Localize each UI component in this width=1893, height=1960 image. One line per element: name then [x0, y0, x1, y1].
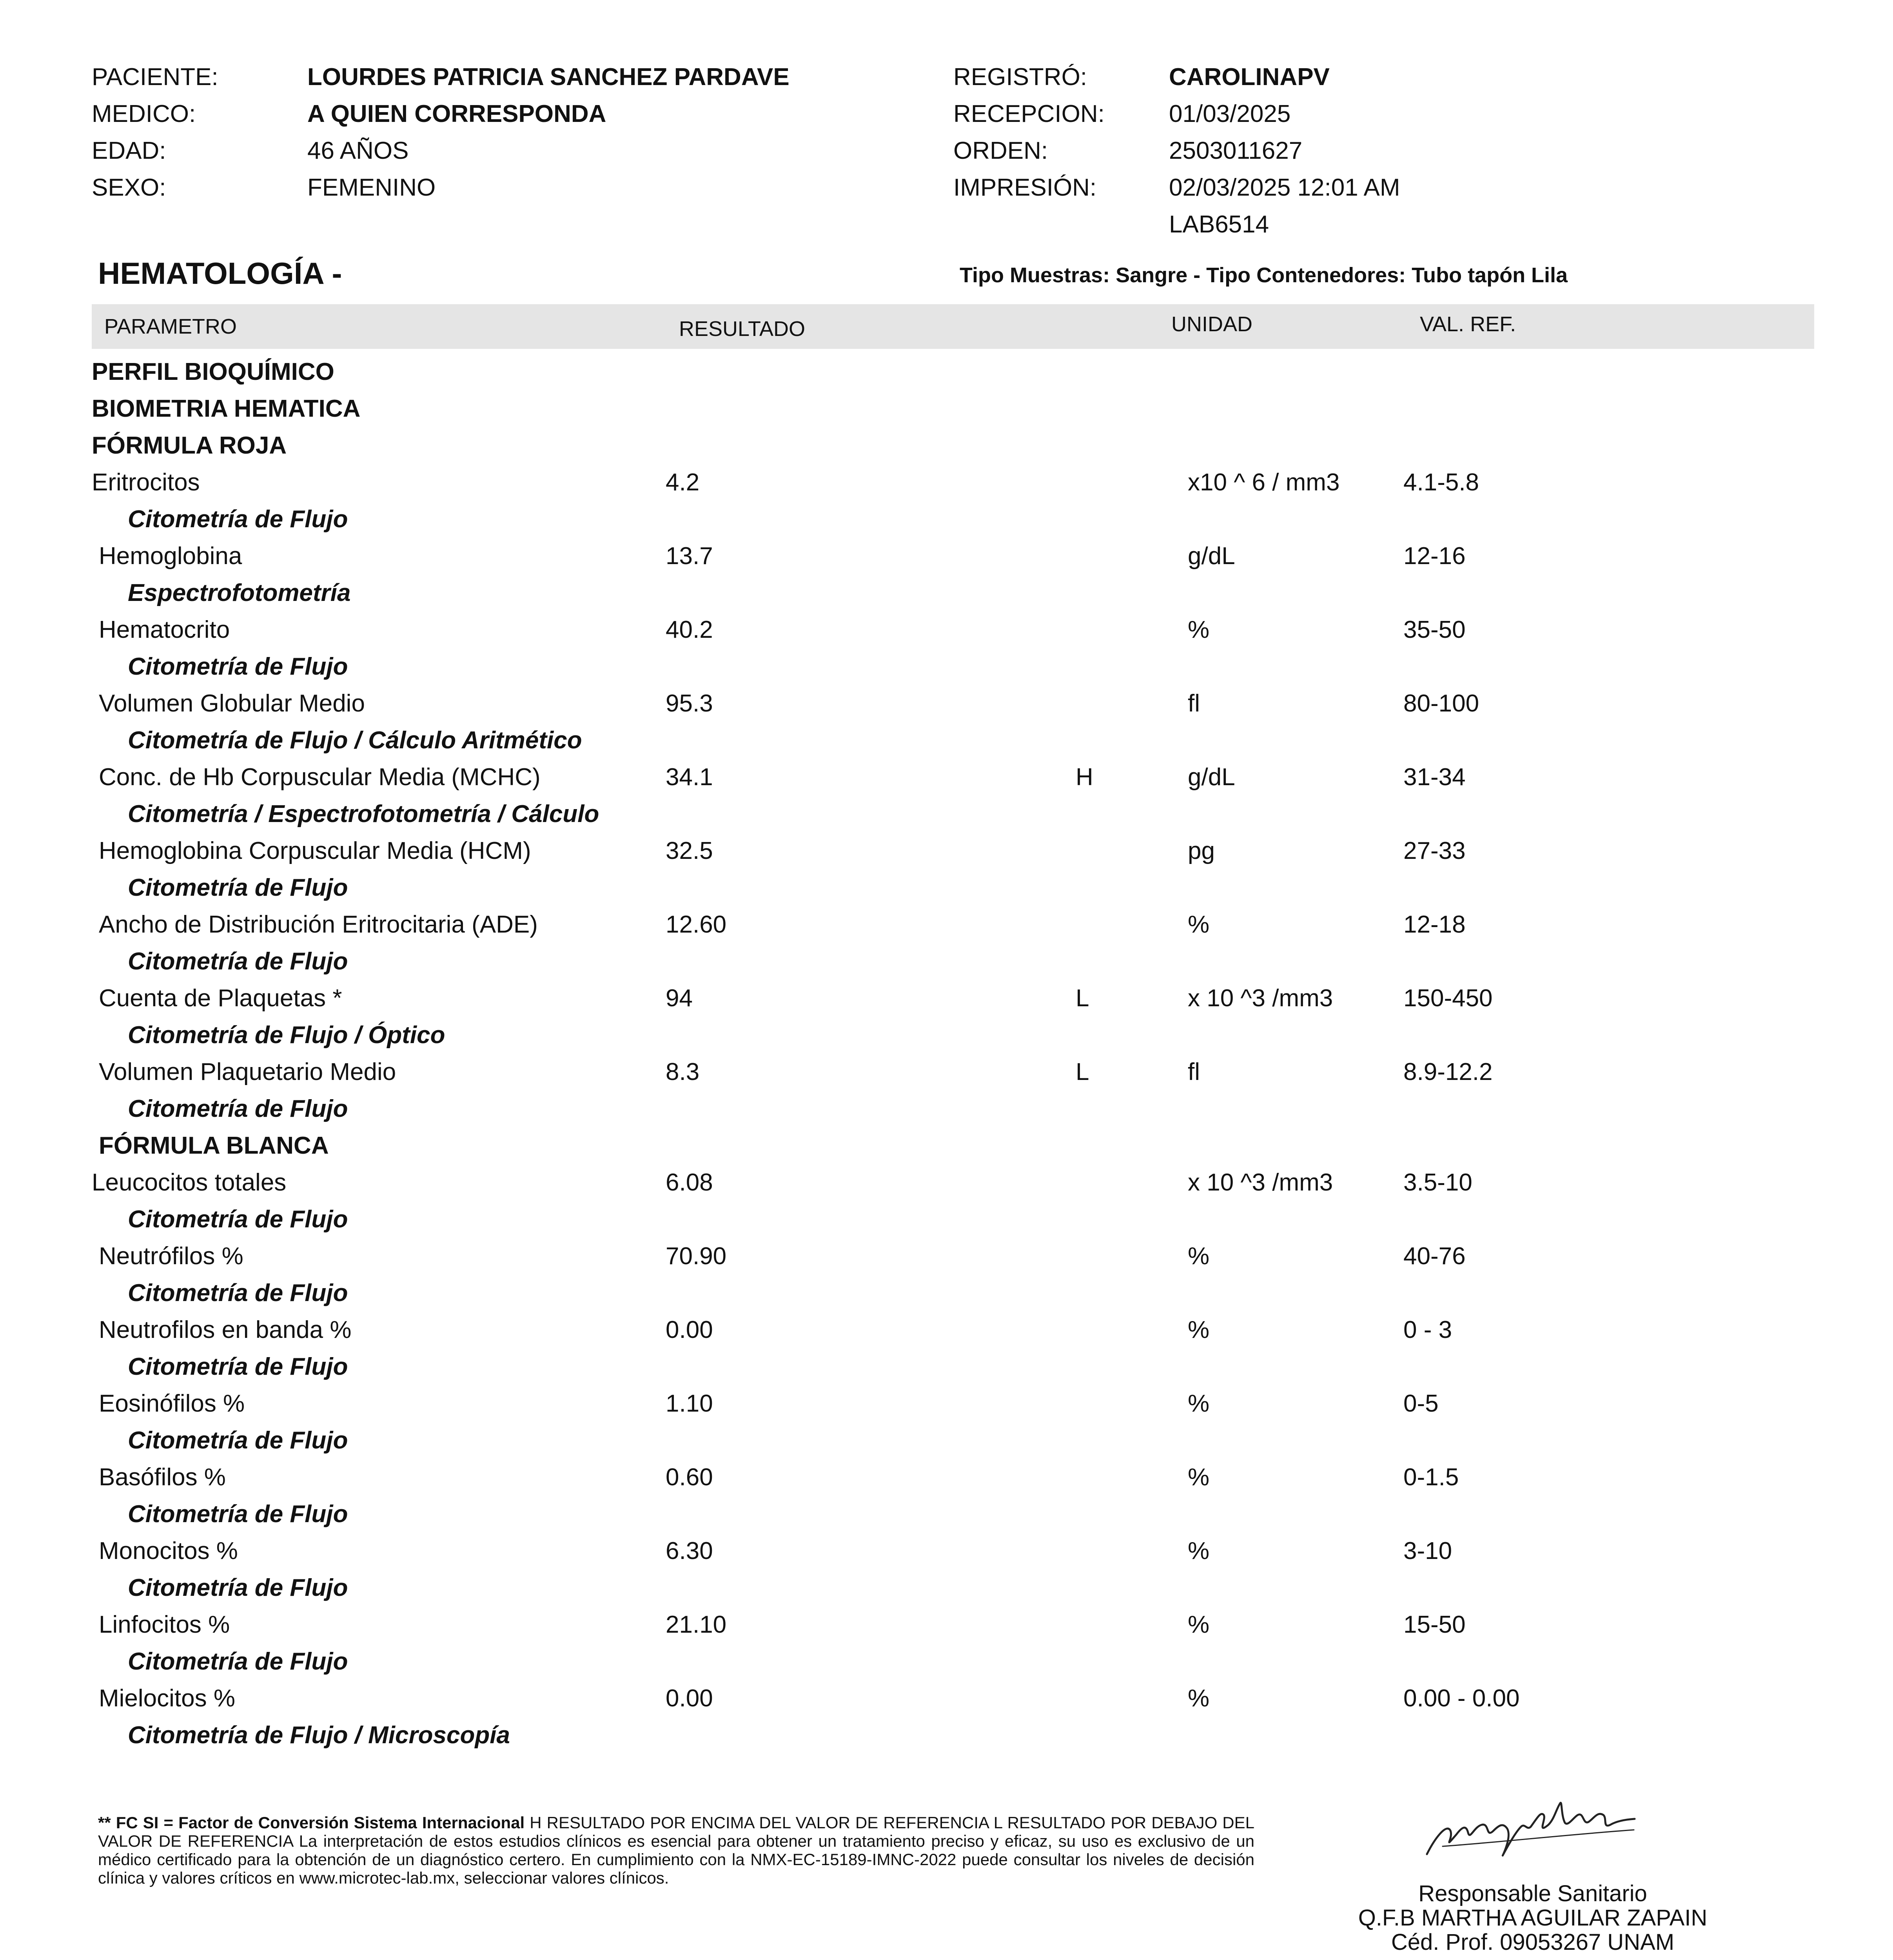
method-label: Citometría de Flujo / Cálculo Aritmético: [128, 727, 582, 754]
method-row: [0, 648, 1893, 685]
reference-range: 0-5: [1403, 1390, 1439, 1417]
method-row: [0, 1201, 1893, 1238]
method-label: Citometría de Flujo: [128, 1353, 348, 1380]
print-datetime: 02/03/2025 12:01 AM: [1169, 174, 1400, 201]
method-row: [0, 1717, 1893, 1754]
method-row: [0, 796, 1893, 833]
method-label: Citometría de Flujo: [128, 948, 348, 975]
reference-range: 4.1-5.8: [1403, 469, 1479, 496]
reference-range: 0.00 - 0.00: [1403, 1685, 1520, 1712]
result-value: 6.30: [666, 1537, 713, 1564]
method-label: Citometría de Flujo: [128, 1574, 348, 1601]
unit-value: fl: [1188, 690, 1200, 717]
footer-note: [98, 1813, 1254, 1887]
sample-info: Tipo Muestras: Sangre - Tipo Contenedores: Tubo tapón Lila: [960, 263, 1568, 287]
method-label: Citometría / Espectrofotometría / Cálculo: [128, 800, 599, 828]
reference-range: 40-76: [1403, 1243, 1466, 1270]
unit-value: x10 ^ 6 / mm3: [1188, 469, 1340, 496]
reference-range: 0-1.5: [1403, 1464, 1459, 1491]
unit-value: fl: [1188, 1058, 1200, 1085]
table-row: [0, 464, 1893, 501]
doctor-name: A QUIEN CORRESPONDA: [307, 100, 606, 127]
table-row: [0, 685, 1893, 722]
table-row: [0, 1238, 1893, 1275]
registered-by-value: CAROLINAPV: [1169, 64, 1330, 91]
reference-range: 3.5-10: [1403, 1169, 1472, 1196]
method-row: [0, 1496, 1893, 1533]
table-row: [0, 1459, 1893, 1496]
result-value: 32.5: [666, 837, 713, 864]
method-row: [0, 869, 1893, 906]
result-value: 12.60: [666, 911, 727, 938]
footer-note-text: H RESULTADO POR ENCIMA DEL VALOR DE REFERENCIA L RESULTADO POR DEBAJO DEL VALOR DE REFERENCIA La interpretación de estos estudios clínicos es esencial para obtener un tratamiento preciso y eficaz, su uso es exclusivo de un médico certificado para la obtención de un diagnóstico certero. En cumplimiento con la NMX-EC-15189-IMNC-2022 puede consultar los niveles de decisión clínica y valores críticos en www.microtec-lab.mx, seleccionar valores clínicos.: [98, 1813, 1254, 1887]
unit-value: x 10 ^3 /mm3: [1188, 1169, 1333, 1196]
result-flag: L: [1076, 985, 1089, 1012]
reference-range: 3-10: [1403, 1537, 1452, 1564]
sex-value: FEMENINO: [307, 174, 436, 201]
age-value: 46 AÑOS: [307, 137, 409, 164]
method-row: [0, 1570, 1893, 1606]
method-row: [0, 1348, 1893, 1385]
result-value: 70.90: [666, 1243, 727, 1270]
unit-value: pg: [1188, 837, 1215, 864]
unit-value: %: [1188, 1464, 1210, 1491]
parameter-name: Volumen Globular Medio: [99, 690, 365, 717]
order-number: 2503011627: [1169, 137, 1303, 164]
unit-value: %: [1188, 616, 1210, 643]
parameter-name: Neutrófilos %: [99, 1243, 243, 1270]
result-flag: L: [1076, 1058, 1089, 1085]
parameter-name: Hematocrito: [99, 616, 230, 643]
table-row: [0, 1680, 1893, 1717]
result-value: 21.10: [666, 1611, 727, 1638]
method-label: Citometría de Flujo: [128, 653, 348, 680]
reception-label: RECEPCION:: [953, 100, 1105, 127]
table-row: [0, 833, 1893, 869]
unit-value: %: [1188, 911, 1210, 938]
result-value: 0.00: [666, 1685, 713, 1712]
reference-range: 8.9-12.2: [1403, 1058, 1493, 1085]
print-label: IMPRESIÓN:: [953, 174, 1097, 201]
age-label: EDAD:: [92, 137, 166, 164]
sex-label: SEXO:: [92, 174, 166, 201]
group-row: [0, 390, 1893, 427]
parameter-name: Ancho de Distribución Eritrocitaria (ADE): [99, 911, 538, 938]
unit-value: g/dL: [1188, 543, 1235, 570]
unit-value: %: [1188, 1243, 1210, 1270]
column-header-result: RESULTADO: [679, 317, 806, 341]
table-row: [0, 980, 1893, 1017]
method-label: Citometría de Flujo: [128, 1206, 348, 1233]
parameter-name: Cuenta de Plaquetas *: [99, 985, 342, 1012]
column-header-unit: UNIDAD: [1171, 312, 1253, 336]
reception-date: 01/03/2025: [1169, 100, 1291, 127]
method-label: Citometría de Flujo: [128, 1095, 348, 1122]
parameter-name: Leucocitos totales: [92, 1169, 287, 1196]
table-row: [0, 906, 1893, 943]
method-label: Citometría de Flujo: [128, 506, 348, 533]
results-table: [0, 354, 1893, 1754]
result-value: 34.1: [666, 764, 713, 791]
doctor-label: MEDICO:: [92, 100, 196, 127]
parameter-name: Conc. de Hb Corpuscular Media (MCHC): [99, 764, 541, 791]
parameter-name: Hemoglobina: [99, 543, 242, 570]
table-row: [0, 612, 1893, 648]
unit-value: g/dL: [1188, 764, 1235, 791]
result-value: 0.60: [666, 1464, 713, 1491]
group-row: [0, 1127, 1893, 1164]
signature-image: [1419, 1788, 1639, 1866]
method-row: [0, 1017, 1893, 1054]
result-flag: H: [1076, 764, 1093, 791]
method-label: Citometría de Flujo: [128, 1427, 348, 1454]
registered-by-label: REGISTRÓ:: [953, 64, 1087, 91]
method-label: Citometría de Flujo: [128, 1279, 348, 1307]
method-label: Citometría de Flujo: [128, 1648, 348, 1675]
signer-name: Q.F.B MARTHA AGUILAR ZAPAIN: [1358, 1905, 1708, 1931]
unit-value: x 10 ^3 /mm3: [1188, 985, 1333, 1012]
table-row: [0, 759, 1893, 796]
signer-block: [1333, 1882, 1733, 1955]
method-label: Citometría de Flujo: [128, 1501, 348, 1528]
table-row: [0, 1533, 1893, 1570]
table-row: [0, 538, 1893, 575]
result-value: 8.3: [666, 1058, 700, 1085]
group-row: [0, 427, 1893, 464]
method-row: [0, 1091, 1893, 1127]
parameter-name: Hemoglobina Corpuscular Media (HCM): [99, 837, 531, 864]
reference-range: 12-16: [1403, 543, 1466, 570]
section-title: HEMATOLOGÍA -: [98, 256, 342, 290]
unit-value: %: [1188, 1390, 1210, 1417]
lab-code: LAB6514: [1169, 211, 1269, 238]
parameter-name: Volumen Plaquetario Medio: [99, 1058, 396, 1085]
reference-range: 12-18: [1403, 911, 1466, 938]
table-row: [0, 1385, 1893, 1422]
table-row: [0, 1054, 1893, 1091]
result-value: 40.2: [666, 616, 713, 643]
parameter-name: Monocitos %: [99, 1537, 238, 1564]
reference-range: 0 - 3: [1403, 1316, 1452, 1343]
method-label: Citometría de Flujo / Óptico: [128, 1022, 445, 1049]
method-label: Citometría de Flujo: [128, 874, 348, 901]
reference-range: 150-450: [1403, 985, 1493, 1012]
parameter-name: Neutrofilos en banda %: [99, 1316, 352, 1343]
reference-range: 35-50: [1403, 616, 1466, 643]
result-value: 94: [666, 985, 693, 1012]
method-row: [0, 575, 1893, 612]
method-row: [0, 1275, 1893, 1312]
footer-note-bold: ** FC SI = Factor de Conversión Sistema Internacional: [98, 1813, 525, 1832]
method-row: [0, 1643, 1893, 1680]
table-row: [0, 1164, 1893, 1201]
unit-value: %: [1188, 1537, 1210, 1564]
method-row: [0, 722, 1893, 759]
column-header-ref: VAL. REF.: [1420, 312, 1516, 336]
result-value: 6.08: [666, 1169, 713, 1196]
method-label: Citometría de Flujo / Microscopía: [128, 1722, 510, 1749]
method-row: [0, 943, 1893, 980]
column-header-param: PARAMETRO: [104, 315, 237, 338]
order-label: ORDEN:: [953, 137, 1048, 164]
parameter-name: Eritrocitos: [92, 469, 200, 496]
signer-role: Responsable Sanitario: [1418, 1881, 1647, 1906]
method-row: [0, 501, 1893, 538]
result-value: 13.7: [666, 543, 713, 570]
unit-value: %: [1188, 1685, 1210, 1712]
signer-license: Céd. Prof. 09053267 UNAM: [1391, 1929, 1675, 1955]
parameter-name: Linfocitos %: [99, 1611, 230, 1638]
group-heading: FÓRMULA BLANCA: [99, 1132, 329, 1159]
group-heading: FÓRMULA ROJA: [92, 432, 287, 459]
group-heading: PERFIL BIOQUÍMICO: [92, 358, 334, 385]
result-value: 1.10: [666, 1390, 713, 1417]
parameter-name: Eosinófilos %: [99, 1390, 245, 1417]
result-value: 0.00: [666, 1316, 713, 1343]
method-label: Espectrofotometría: [128, 579, 351, 606]
reference-range: 31-34: [1403, 764, 1466, 791]
parameter-name: Basófilos %: [99, 1464, 226, 1491]
result-value: 4.2: [666, 469, 700, 496]
reference-range: 27-33: [1403, 837, 1466, 864]
unit-value: %: [1188, 1611, 1210, 1638]
patient-label: PACIENTE:: [92, 64, 218, 91]
column-header-bar: [92, 304, 1814, 349]
group-row: [0, 354, 1893, 390]
table-row: [0, 1606, 1893, 1643]
method-row: [0, 1422, 1893, 1459]
parameter-name: Mielocitos %: [99, 1685, 235, 1712]
reference-range: 80-100: [1403, 690, 1479, 717]
table-row: [0, 1312, 1893, 1348]
patient-name: LOURDES PATRICIA SANCHEZ PARDAVE: [307, 64, 790, 91]
group-heading: BIOMETRIA HEMATICA: [92, 395, 361, 422]
result-value: 95.3: [666, 690, 713, 717]
reference-range: 15-50: [1403, 1611, 1466, 1638]
unit-value: %: [1188, 1316, 1210, 1343]
